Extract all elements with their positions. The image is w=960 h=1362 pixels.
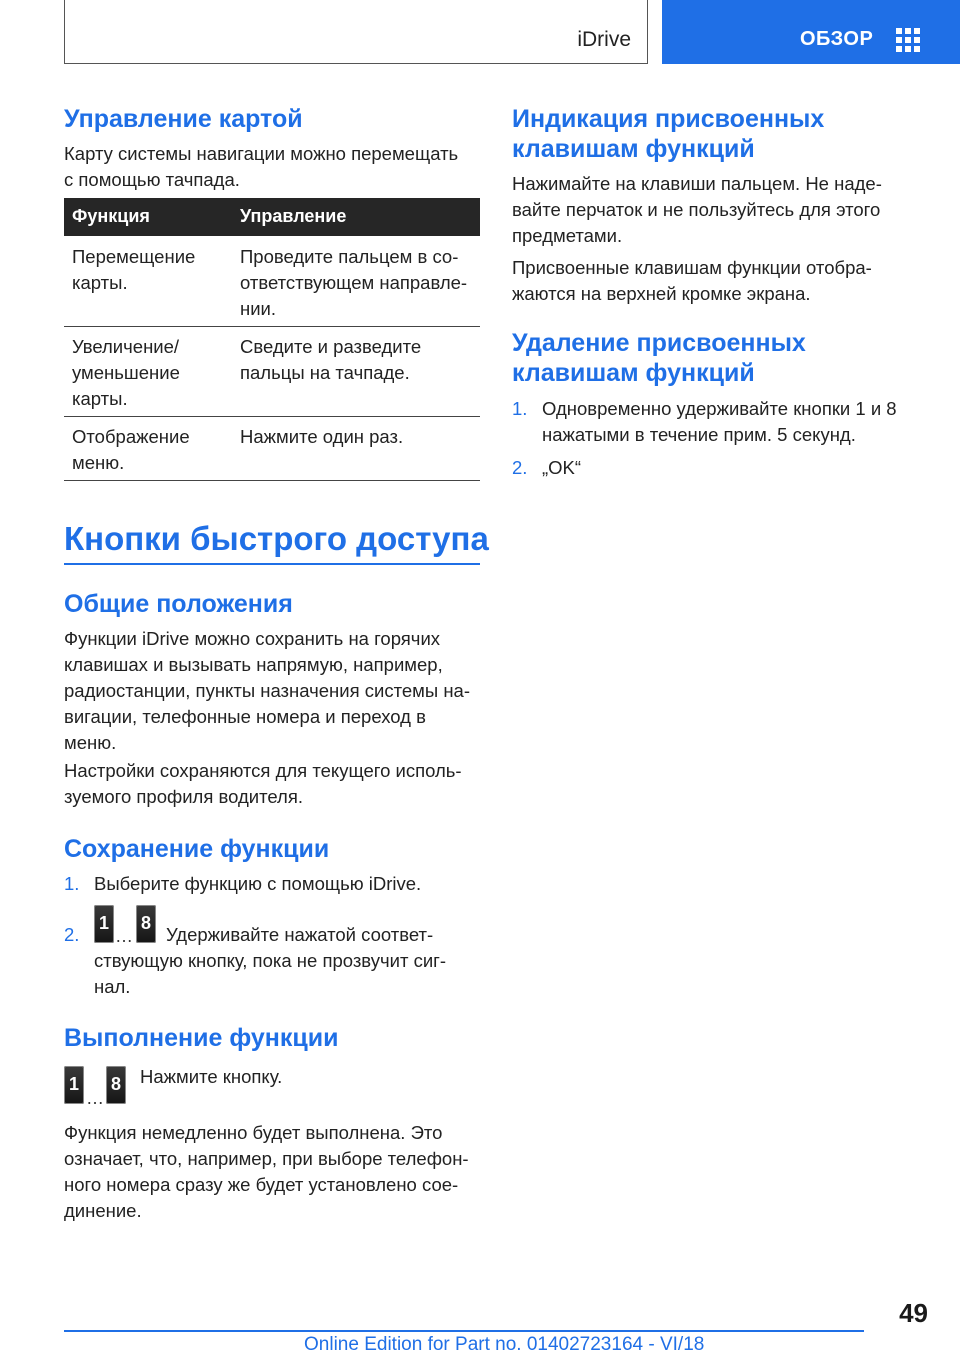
- execute-function-heading: Выполнение функции: [64, 1024, 339, 1052]
- key-1-icon: 1: [64, 1066, 84, 1104]
- map-intro-paragraph: Карту системы навигации можно перемещать с помощью тачпада.: [64, 143, 459, 190]
- table-cell-control: Нажмите один раз.: [240, 426, 404, 447]
- step-text: Удерживайте нажатой соответ- ствующую кнопку, пока не прозвучит сиг- нал.: [94, 924, 447, 997]
- key-8-icon: 8: [106, 1066, 126, 1104]
- map-control-heading: Управление картой: [64, 105, 303, 133]
- indication-paragraph-2: Присвоенные клавишам функции отобра- жаются на верхней кромке экрана.: [512, 257, 872, 304]
- execute-paragraph: Функция немедленно будет выполнена. Это означает, что, например, при выборе телефон- ного номера сразу же будет установлено сое- динение.: [64, 1122, 469, 1221]
- page-number: 49: [899, 1298, 928, 1328]
- table-cell-function: Отображение меню.: [72, 426, 190, 473]
- table-row-divider: [64, 326, 480, 327]
- table-header-function: Функция: [72, 206, 150, 226]
- step-number: 2.: [64, 924, 80, 945]
- header-section-box: [64, 0, 648, 64]
- table-row-divider: [64, 480, 480, 481]
- indication-heading: Индикация присвоенных клавишам функций: [512, 105, 825, 163]
- table-cell-control: Сведите и разведите пальцы на тачпаде.: [240, 336, 422, 383]
- step-number: 1.: [512, 398, 528, 419]
- execute-text: Нажмите кнопку.: [140, 1066, 283, 1087]
- save-function-heading: Сохранение функции: [64, 835, 330, 863]
- key-8-icon: 8: [136, 905, 156, 943]
- grid-menu-icon: [896, 28, 920, 52]
- footer-edition-link[interactable]: Online Edition for Part no. 01402723164 - VI/18: [304, 1334, 705, 1355]
- table-row-divider: [64, 416, 480, 417]
- general-paragraph-1: Функции iDrive можно сохранить на горячих клавишах и вызывать напрямую, например, радиостанции, пункты назначения системы на- вигации, телефонные номера и переход в меню.: [64, 628, 470, 753]
- table-cell-control: Проведите пальцем в со- ответствующем направле- нии.: [240, 246, 468, 319]
- general-paragraph-2: Настройки сохраняются для текущего исполь- зуемого профиля водителя.: [64, 760, 462, 807]
- step-number: 2.: [512, 457, 528, 478]
- header-section-title: iDrive: [577, 28, 631, 51]
- heading-underline: [64, 563, 480, 565]
- step-text: „OK“: [542, 457, 582, 478]
- delete-heading: Удаление присвоенных клавишам функций: [512, 329, 806, 387]
- table-header-control: Управление: [240, 206, 347, 226]
- key-range-ellipsis: …: [86, 1088, 104, 1108]
- header-chapter-tab[interactable]: [662, 0, 960, 64]
- key-range-ellipsis: …: [115, 926, 133, 946]
- step-text: Выберите функцию с помощью iDrive.: [94, 873, 422, 894]
- step-text: Одновременно удерживайте кнопки 1 и 8 нажатыми в течение прим. 5 секунд.: [542, 398, 897, 445]
- table-cell-function: Перемещение карты.: [72, 246, 196, 293]
- key-1-icon: 1: [94, 905, 114, 943]
- footer-rule: [64, 1330, 864, 1332]
- indication-paragraph-1: Нажимайте на клавиши пальцем. Не наде- вайте перчаток и не пользуйтесь для этого предметами.: [512, 173, 882, 246]
- table-cell-function: Увеличение/ уменьшение карты.: [72, 336, 180, 409]
- quick-access-heading: Кнопки быстрого доступа: [64, 520, 489, 557]
- general-heading: Общие положения: [64, 590, 293, 618]
- table-header: [64, 198, 480, 236]
- step-number: 1.: [64, 873, 80, 894]
- header-chapter-label: ОБЗОР: [800, 28, 874, 50]
